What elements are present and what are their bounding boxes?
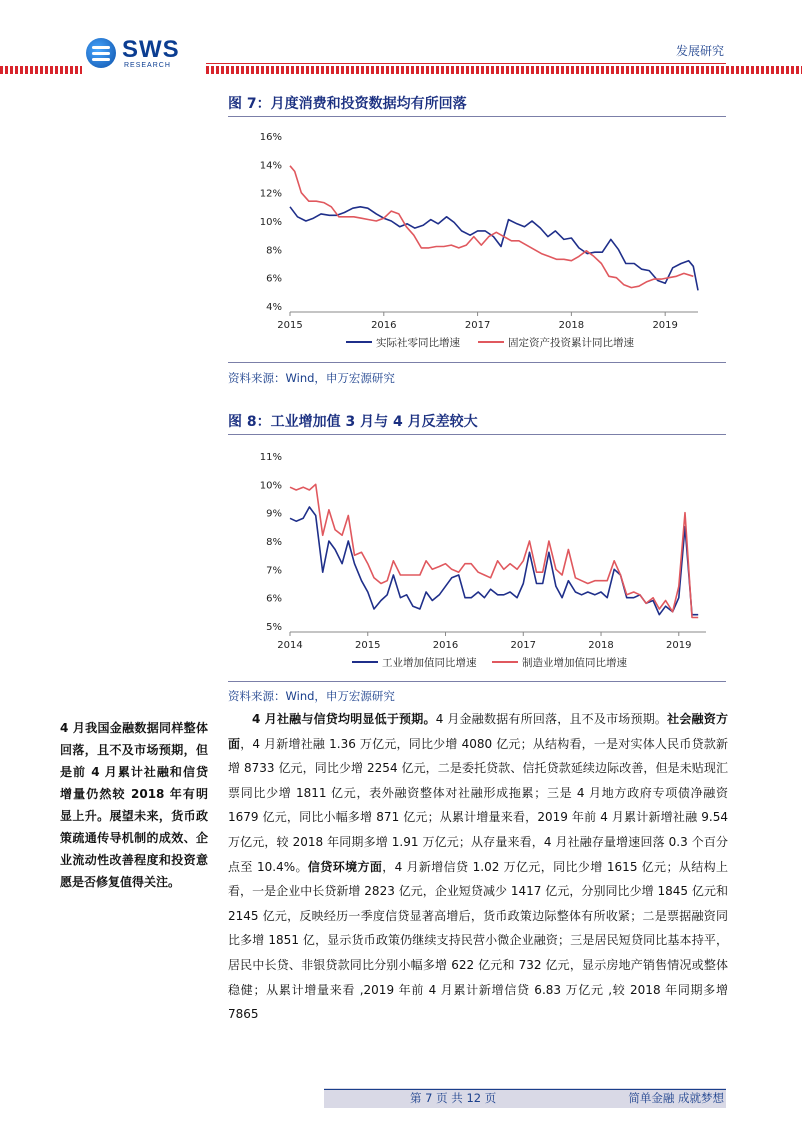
x-tick-label: 2019 bbox=[666, 640, 692, 651]
x-tick-label: 2017 bbox=[464, 320, 491, 331]
series-line-1 bbox=[290, 207, 698, 291]
page-header bbox=[0, 0, 802, 80]
header-stripe-right bbox=[206, 66, 802, 74]
legend-label-1: 实际社零同比增速 bbox=[376, 337, 460, 349]
figure8-source: 资料来源：Wind，申万宏源研究 bbox=[228, 689, 395, 703]
y-tick-label: 10% bbox=[259, 480, 282, 492]
x-tick-label: 2016 bbox=[371, 320, 397, 331]
y-tick-label: 10% bbox=[259, 217, 282, 228]
x-tick-label: 2014 bbox=[277, 640, 303, 651]
footer-slogan: 简单金融 成就梦想 bbox=[628, 1091, 724, 1105]
y-tick-label: 4% bbox=[266, 302, 282, 313]
y-tick-label: 16% bbox=[259, 132, 282, 143]
y-tick-label: 8% bbox=[266, 245, 282, 257]
y-tick-label: 6% bbox=[266, 593, 282, 605]
logo-icon bbox=[86, 38, 116, 68]
x-tick-label: 2018 bbox=[558, 320, 585, 331]
x-tick-label: 2019 bbox=[652, 320, 678, 331]
legend-label-1: 工业增加值同比增速 bbox=[382, 657, 477, 669]
figure7-chart bbox=[228, 120, 726, 360]
sws-logo bbox=[86, 38, 196, 72]
x-tick-label: 2015 bbox=[355, 640, 381, 651]
text-segment-3: ，4 月新增信贷 1.02 万亿元，同比少增 1615 亿元；从结构上看，一是企业中长贷新增 2823 亿元，企业短贷减少 1417 亿元，分别同比少增 1845 亿元和 2145 亿元，反映经历一季度信贷显著高增后，货币政策边际整体有所收紧；二是票据融资同比多增 1851 亿，显示货币政策仍继续支持民营小微企业融资；三是居民短贷同比基本持平，居民中长贷、非银贷款同比分别小幅多增 622 亿元和 732 亿元，显示房地产销售情况或整体稳健；从累计增量来看 ,2019 年前 4 月累计新增信贷 6.83 万亿元 ,较 2018 年同期多增 7865 bbox=[228, 859, 729, 1022]
y-tick-label: 7% bbox=[266, 565, 282, 577]
figure7-source: 资料来源：Wind，申万宏源研究 bbox=[228, 371, 395, 385]
credit-heading: 信贷环境方面 bbox=[307, 859, 383, 874]
figure8-title: 图 8：工业增加值 3 月与 4 月反差较大 bbox=[228, 414, 478, 430]
header-stripe-left bbox=[0, 66, 82, 74]
figure8-chart bbox=[228, 440, 726, 680]
y-tick-label: 11% bbox=[259, 452, 282, 463]
x-tick-label: 2018 bbox=[588, 640, 614, 651]
figure8-top-rule bbox=[228, 434, 726, 435]
lead-bold: 4 月社融与信贷均明显低于预期。 bbox=[252, 712, 436, 726]
section-label: 发展研究 bbox=[675, 44, 724, 58]
y-tick-label: 8% bbox=[266, 537, 282, 548]
social-financing-heading: 社会融资方面 bbox=[228, 712, 728, 751]
logo-text: SWS bbox=[122, 36, 180, 63]
body-paragraph bbox=[228, 707, 728, 1027]
text-segment-2: ，4 月新增社融 1.36 万亿元，同比少增 4080 亿元；从结构看，一是对实体人民币贷款新增 8733 亿元，同比少增 2254 亿元，二是委托贷款、信托贷款延续边际改善，但是未贴现汇票同比少增 1811 亿元，表外融资整体对社融形成拖累；三是 4 月地方政府专项债净融资 1679 亿元，同比小幅多增 871 亿元；从累计增量来看，2019 年前 4 月累计新增社融 9.54 万亿元，较 2018 年同期多增 1.91 万亿元；从存量来看，4 月社融存量增速回落 0.3 个百分点至 10.4%。 bbox=[228, 736, 728, 874]
x-tick-label: 2015 bbox=[277, 320, 303, 331]
legend-label-2: 固定资产投资累计同比增速 bbox=[508, 337, 634, 349]
x-tick-label: 2017 bbox=[510, 640, 536, 651]
figure8-bottom-rule bbox=[228, 681, 726, 682]
figure7-title: 图 7：月度消费和投资数据均有所回落 bbox=[228, 96, 467, 112]
y-tick-label: 12% bbox=[259, 188, 282, 200]
page-number: 第 7 页 共 12 页 bbox=[410, 1091, 497, 1105]
text-segment-1: 4 月金融数据有所回落，且不及市场预期。 bbox=[435, 712, 668, 726]
y-tick-label: 5% bbox=[266, 622, 282, 633]
figure7-bottom-rule bbox=[228, 362, 726, 363]
series-line-1 bbox=[290, 507, 698, 615]
logo-subtext: RESEARCH bbox=[124, 62, 171, 69]
header-rule bbox=[206, 63, 726, 64]
y-tick-label: 6% bbox=[266, 273, 282, 285]
sidebar-summary: 4 月我国金融数据同样整体回落，且不及市场预期，但是前 4 月累计社融和信贷增量仍然较 2018 年有明显上升。展望未来，货币政策疏通传导机制的成效、企业流动性改善程度和投资意愿是否修复值得关注。 bbox=[60, 721, 208, 889]
legend-label-2: 制造业增加值同比增速 bbox=[522, 657, 627, 669]
figure7-top-rule bbox=[228, 116, 726, 117]
y-tick-label: 14% bbox=[259, 160, 282, 172]
y-tick-label: 9% bbox=[266, 508, 282, 520]
x-tick-label: 2016 bbox=[432, 640, 459, 651]
series-line-2 bbox=[290, 166, 693, 288]
